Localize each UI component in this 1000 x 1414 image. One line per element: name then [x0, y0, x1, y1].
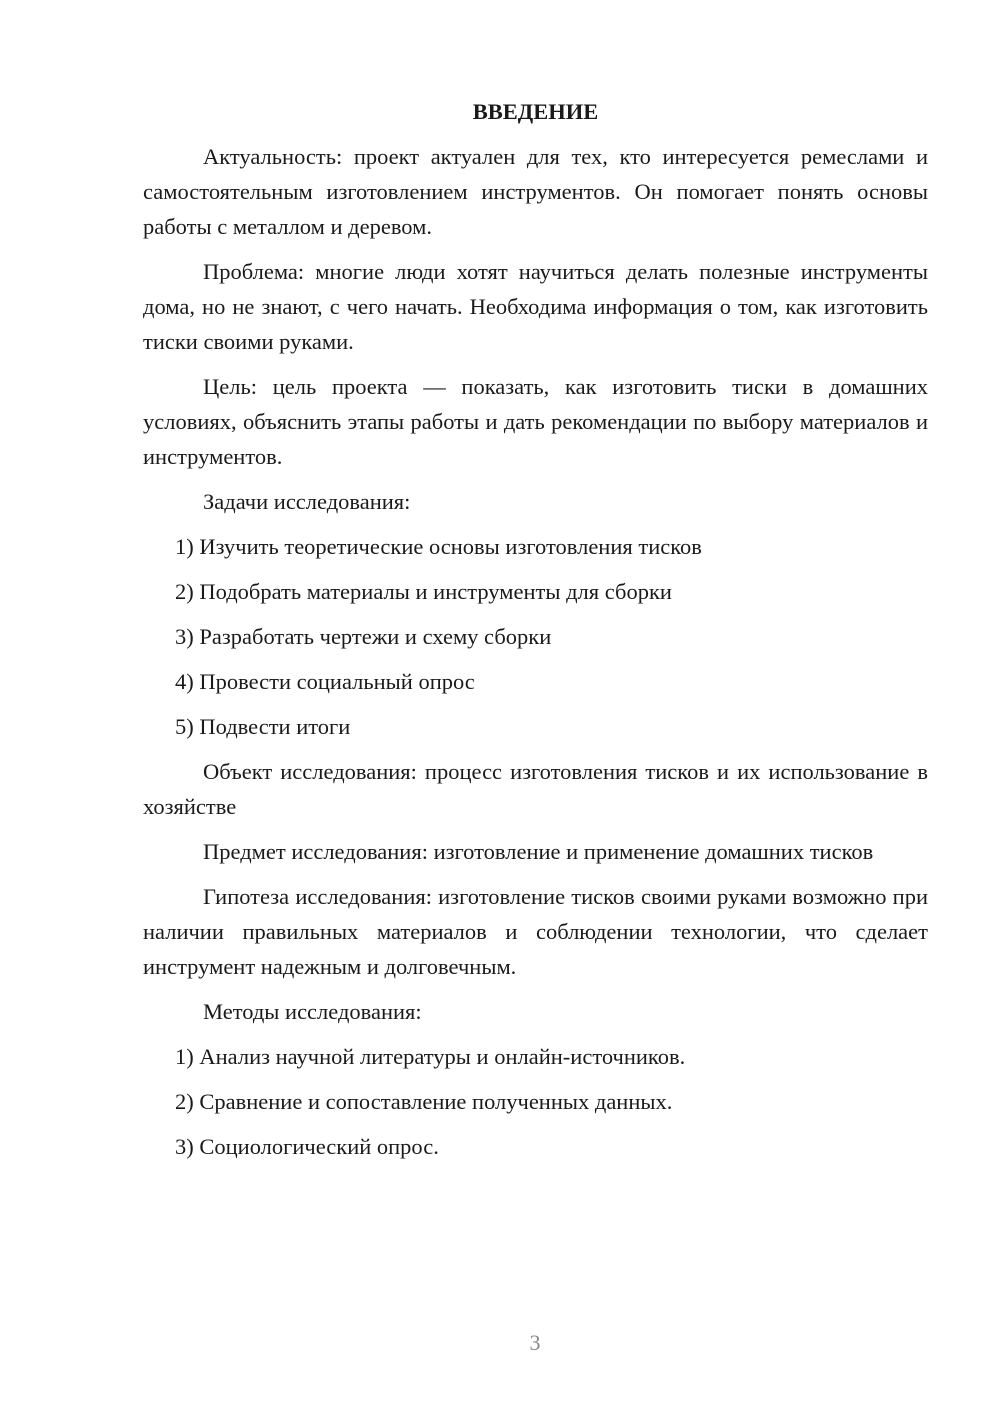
list-item: 1) Изучить теоретические основы изготовления тисков [175, 534, 702, 559]
page-content [143, 94, 928, 1164]
methods-list [143, 1039, 928, 1164]
object-paragraph: Объект исследования: процесс изготовления тисков и их использование в хозяйстве [143, 759, 928, 819]
list-item: 2) Сравнение и сопоставление полученных данных. [175, 1089, 673, 1114]
list-item: 4) Провести социальный опрос [175, 669, 475, 694]
subject-paragraph: Предмет исследования: изготовление и применение домашних тисков [203, 839, 874, 864]
page-title: ВВЕДЕНИЕ [472, 99, 599, 124]
list-item: 2) Подобрать материалы и инструменты для сборки [175, 579, 672, 604]
list-item: 3) Разработать чертежи и схему сборки [175, 624, 552, 649]
relevance-paragraph: Актуальность: проект актуален для тех, кто интересуется ремеслами и самостоятельным изготовлением инструментов. Он помогает понять основы работы с металлом и деревом. [143, 144, 928, 239]
problem-paragraph: Проблема: многие люди хотят научиться делать полезные инструменты дома, но не знают, с чего начать. Необходима информация о том, как изготовить тиски своими руками. [143, 259, 928, 354]
tasks-list [143, 529, 928, 744]
page-number: 3 [529, 1330, 541, 1355]
list-item: 1) Анализ научной литературы и онлайн-источников. [175, 1044, 686, 1069]
tasks-heading: Задачи исследования: [203, 489, 411, 514]
hypothesis-paragraph: Гипотеза исследования: изготовление тисков своими руками возможно при наличии правильных материалов и соблюдении технологии, что сделает инструмент надежным и долговечным. [143, 884, 928, 979]
list-item: 3) Социологический опрос. [175, 1134, 439, 1159]
goal-paragraph: Цель: цель проекта — показать, как изготовить тиски в домашних условиях, объяснить этапы работы и дать рекомендации по выбору материалов и инструментов. [143, 374, 928, 469]
list-item: 5) Подвести итоги [175, 714, 351, 739]
methods-heading: Методы исследования: [203, 999, 422, 1024]
